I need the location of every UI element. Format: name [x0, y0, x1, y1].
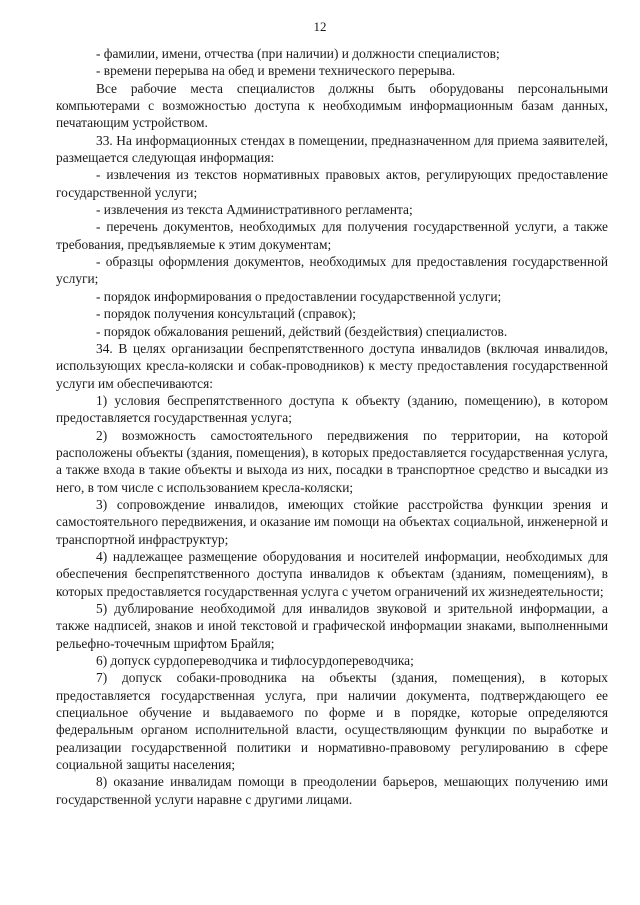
clause-34-item-6: 6) допуск сурдопереводчика и тифлосурдопереводчика;: [96, 653, 414, 669]
clause-34-item-2: 2) возможность самостоятельного передвижения по территории, на которой расположены объекты (здания, помещения), в которых предоставляется государственная услуга, а также входа в такие объекты и выхода из них, посадки в транспортное средство и высадки из него, в том числе с использованием кресла-коляски;: [56, 427, 608, 495]
list-item-documents-list: - перечень документов, необходимых для получения государственной услуги, а также требования, предъявляемые к этим документам;: [56, 219, 608, 252]
list-item-document-samples: - образцы оформления документов, необходимых для предоставления государственной услуги;: [56, 254, 608, 287]
clause-34-item-8: 8) оказание инвалидам помощи в преодолении барьеров, мешающих получению ими государственной услуги наравне с другими лицами.: [56, 774, 608, 807]
clause-34-item-1: 1) условия беспрепятственного доступа к объекту (зданию, помещению), в котором предоставляется государственная услуга;: [56, 392, 608, 426]
list-item-surname: - фамилии, имени, отчества (при наличии) и должности специалистов;: [96, 46, 500, 61]
clause-34: 34. В целях организации беспрепятственного доступа инвалидов (включая инвалидов, использующих кресла-коляски и собак-проводников) к месту предоставления государственной услуги им обеспечиваются:: [56, 340, 608, 391]
clause-34-item-4: 4) надлежащее размещение оборудования и носителей информации, необходимых для обеспечения беспрепятственного доступа инвалидов к объектам (зданиям, помещениям), в которых предоставляется государственная услуга с учетом ограничений их жизнедеятельности;: [56, 548, 608, 599]
page-number: 12: [313, 19, 327, 34]
clause-34-item-5: 5) дублирование необходимой для инвалидов звуковой и зрительной информации, а также надписей, знаков и иной текстовой и графической информации знаками, выполненными рельефно-точечным шрифтом Брайля;: [56, 601, 608, 651]
list-item-break-time: - времени перерыва на обед и времени технического перерыва.: [96, 63, 456, 79]
list-item-consultations: - порядок получения консультаций (справок);: [96, 306, 356, 322]
list-item-regulation-extract: - извлечения из текста Административного регламента;: [96, 202, 413, 218]
clause-34-item-3: 3) сопровождение инвалидов, имеющих стойкие расстройства функции зрения и самостоятельного передвижения, и оказание им помощи на объектах социальной, инженерной и транспортной инфраструктур;: [56, 496, 608, 547]
document-body: [56, 45, 608, 808]
clause-34-item-7: 7) допуск собаки-проводника на объекты (здания, помещения), в которых предоставляется государственная услуга, при наличии документа, подтверждающего ее специальное обучение и выдаваемого по форме и в порядке, которые определяются федеральным органом исполнительной власти, осуществляющим функции по выработке и реализации государственной политики и нормативно-правовому регулированию в сфере социальной защиты населения;: [56, 670, 608, 773]
list-item-appeal-procedure: - порядок обжалования решений, действий (бездействия) специалистов.: [96, 323, 508, 339]
clause-33: 33. На информационных стендах в помещении, предназначенном для приема заявителей, размещается следующая информация:: [56, 132, 608, 166]
list-item-informing-procedure: - порядок информирования о предоставлении государственной услуги;: [96, 288, 502, 304]
list-item-legal-acts: - извлечения из текстов нормативных правовых актов, регулирующих предоставление государственной услуги;: [56, 167, 608, 200]
paragraph-workplaces: Все рабочие места специалистов должны быть оборудованы персональными компьютерами с возможностью доступа к необходимым информационным базам данных, печатающим устройством.: [56, 80, 608, 131]
